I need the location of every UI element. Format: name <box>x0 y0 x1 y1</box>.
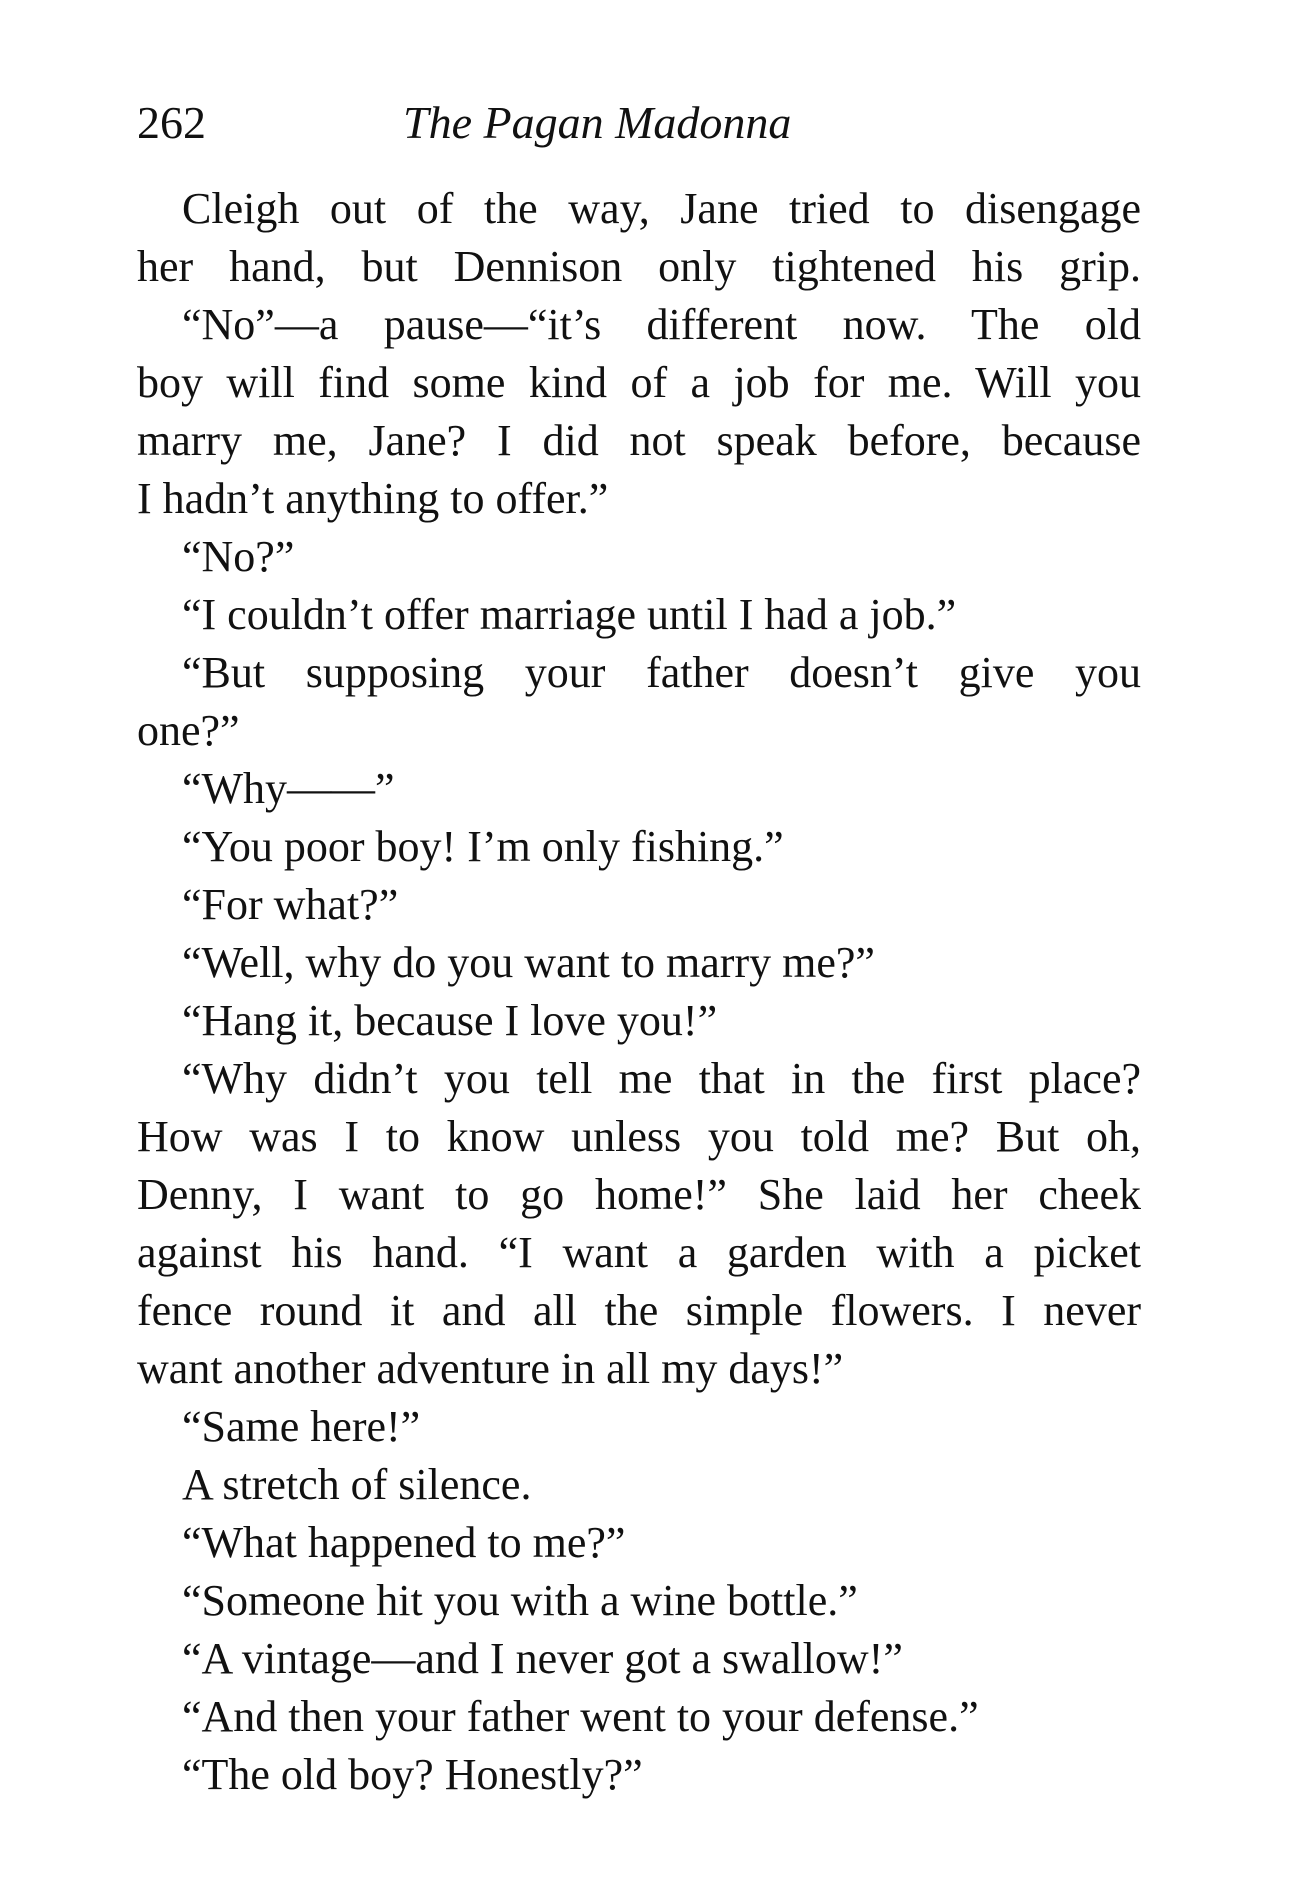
text-line: “Why——” <box>182 764 395 813</box>
text-line: A stretch of silence. <box>182 1460 532 1509</box>
text-line: “No”—a pause—“it’s different now. The old <box>182 300 1141 349</box>
text-line: “For what?” <box>182 880 399 929</box>
text-line: I hadn’t anything to offer.” <box>137 474 609 523</box>
text-line: one?” <box>137 706 240 755</box>
text-line: “You poor boy! I’m only fishing.” <box>182 822 784 871</box>
text-line: “The old boy? Honestly?” <box>182 1750 643 1799</box>
text-line: “I couldn’t offer marriage until I had a job.” <box>182 590 957 639</box>
text-line: her hand, but Dennison only tightened his grip. <box>137 242 1141 291</box>
text-line: “Well, why do you want to marry me?” <box>182 938 875 987</box>
page-header <box>137 88 1137 158</box>
text-line: marry me, Jane? I did not speak before, because <box>137 416 1141 465</box>
text-line: fence round it and all the simple flowers. I never <box>137 1286 1141 1335</box>
running-title: The Pagan Madonna <box>403 97 792 148</box>
text-line: “Someone hit you with a wine bottle.” <box>182 1576 858 1625</box>
text-line: Cleigh out of the way, Jane tried to disengage <box>182 184 1141 233</box>
text-line: against his hand. “I want a garden with a picket <box>137 1228 1141 1277</box>
text-line: Denny, I want to go home!” She laid her cheek <box>137 1170 1141 1219</box>
text-line: boy will find some kind of a job for me. Will you <box>137 358 1141 407</box>
text-line: “A vintage—and I never got a swallow!” <box>182 1634 903 1683</box>
text-line: want another adventure in all my days!” <box>137 1344 844 1393</box>
text-line: How was I to know unless you told me? But oh, <box>137 1112 1141 1161</box>
text-line: “No?” <box>182 532 295 581</box>
text-line: “Why didn’t you tell me that in the first place? <box>182 1054 1141 1103</box>
text-line: “But supposing your father doesn’t give you <box>182 648 1141 697</box>
body-text <box>137 180 1141 1804</box>
text-line: “Hang it, because I love you!” <box>182 996 718 1045</box>
text-line: “Same here!” <box>182 1402 421 1451</box>
text-line: “And then your father went to your defense.” <box>182 1692 979 1741</box>
text-line: “What happened to me?” <box>182 1518 626 1567</box>
page-number: 262 <box>137 97 206 148</box>
